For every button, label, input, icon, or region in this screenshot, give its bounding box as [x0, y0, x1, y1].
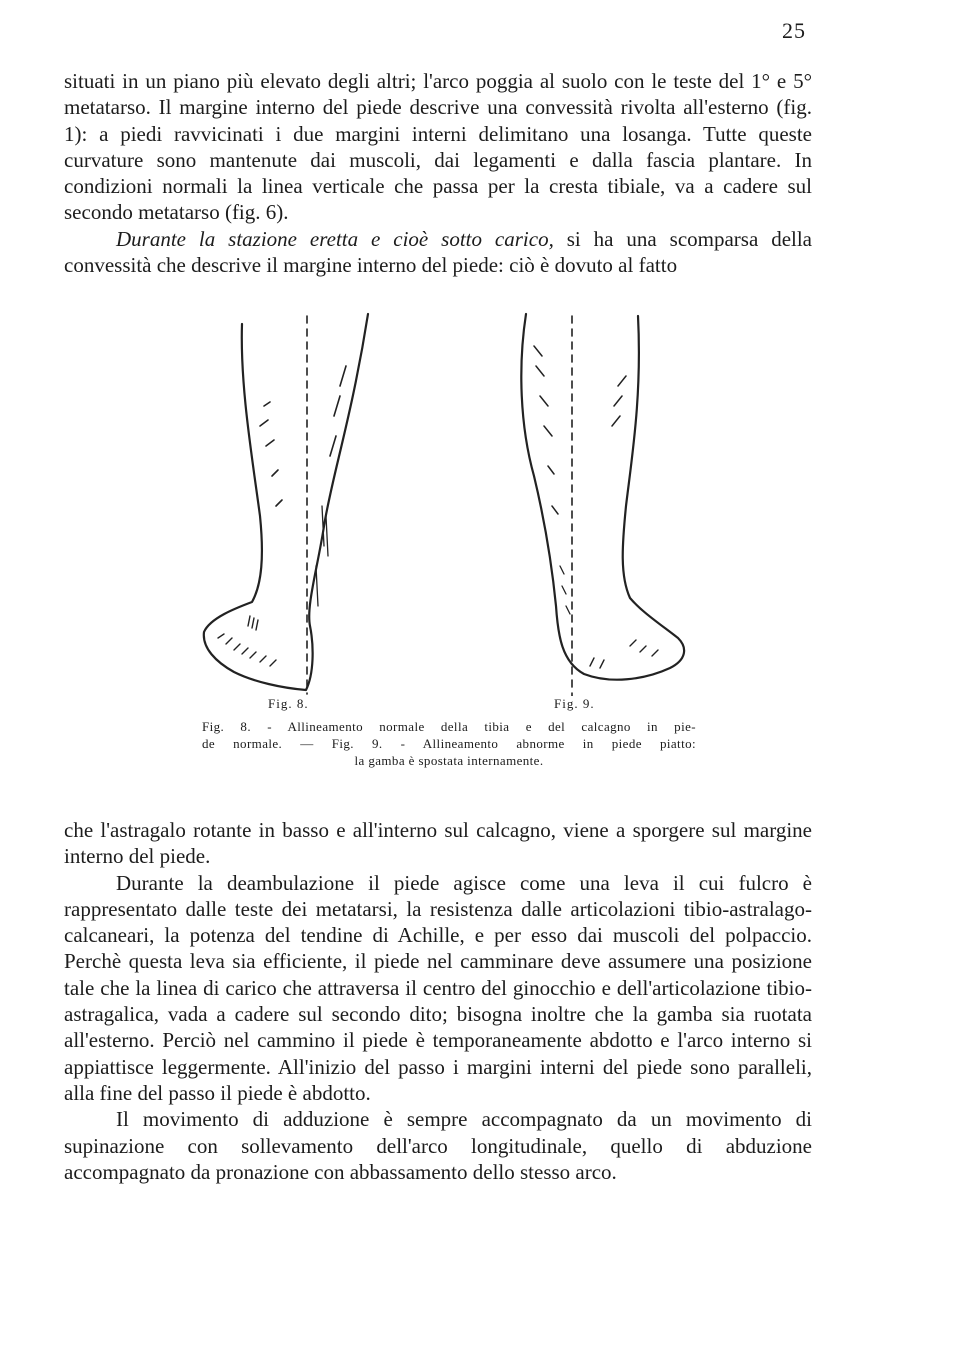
paragraph-text: si ha una scomparsa della convessità che descrive il margine interno del piede: ciò è dovuto al fatto	[64, 226, 813, 278]
fig9-leg-drawing	[521, 314, 684, 696]
figure-8-label: Fig. 8.	[268, 696, 309, 711]
paragraph: situati in un piano più elevato degli altri; l'arco poggia al suolo con le teste del 1° e 5° metatarso. Il margine interno del piede descrive una convessità rivolta all'esterno (fig. 1): a piedi ravvicinati i due margini interni delimitano una losanga. Tutte queste curvature sono mantenute dai muscoli, dai legamenti e dalla fascia plantare. In condizioni normali la linea verticale che passa per la cresta tibiale, va a cadere sul secondo metatarso (fig. 6).	[64, 69, 812, 225]
paragraph	[64, 226, 812, 279]
figure-caption	[202, 718, 696, 769]
paragraph: che l'astragalo rotante in basso e all'interno sul calcagno, viene a sporgere sul margine interno del piede.	[64, 818, 812, 869]
caption-line: de normale. — Fig. 9. - Allineamento abnorme in piede piatto:	[202, 736, 696, 751]
caption-line: la gamba è spostata internamente.	[354, 753, 544, 768]
paragraph: Durante la deambulazione il piede agisce come una leva il cui fulcro è rappresentato dalle teste dei metatarsi, la resistenza dalle articolazioni tibio-astralago-calcaneari, la potenza del tendine di Achille, e per esso dai muscoli del polpaccio. Perchè questa leva sia efficiente, il piede nel camminare deve assumere una posizione tale che la linea di carico che attraversa il centro del ginocchio e dell'articolazione tibio-astragalica, vada a cadere sul secondo dito; bisogna inoltre che la gamba sia ruotata all'esterno. Perciò nel cammino il piede è temporaneamente abdotto e l'arco interno si appiattisce leggermente. All'inizio del passo i margini interni del piede sono paralleli, alla fine del passo il piede è abdotto.	[64, 870, 812, 1105]
page-number: 25	[782, 18, 806, 43]
figure-9-label: Fig. 9.	[554, 696, 595, 711]
italic-phrase: Durante la stazione eretta e cioè sotto carico,	[116, 226, 554, 251]
leg-alignment-illustration	[190, 306, 710, 696]
caption-line: Fig. 8. - Allineamento normale della tibia e del calcagno in pie-	[202, 719, 696, 734]
text-block-bottom	[64, 817, 812, 1185]
text-block-top	[64, 68, 812, 278]
paragraph: Il movimento di adduzione è sempre accompagnato da un movimento di supinazione con sollevamento dell'arco longitudinale, quello di abduzione accompagnato da pronazione con abbassamento dello stesso arco.	[64, 1107, 812, 1184]
fig8-leg-drawing	[204, 314, 368, 694]
